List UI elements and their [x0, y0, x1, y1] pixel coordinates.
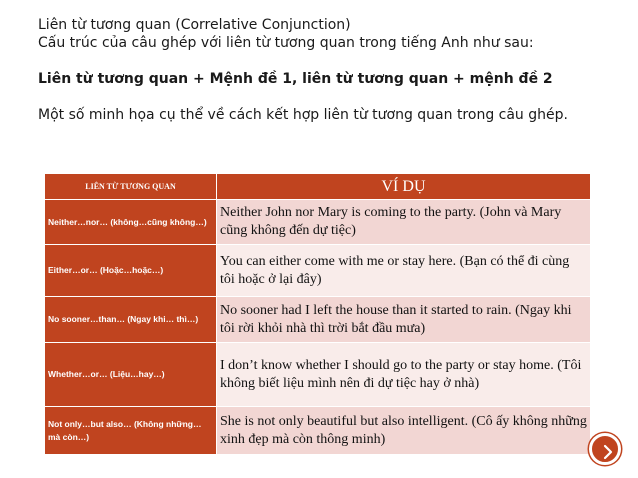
table-header-row	[45, 174, 591, 200]
chevron-right-icon	[599, 443, 617, 461]
table-row	[45, 200, 591, 245]
conjunction-cell: No sooner…than… (Ngay khi… thì…)	[45, 297, 217, 343]
structure-line: Cấu trúc của câu ghép với liên từ tương quan trong tiếng Anh như sau:	[38, 35, 534, 51]
example-cell: I don’t know whether I should go to the party or stay home. (Tôi không biết liệu mình nên đi dự tiệc hay ở nhà)	[217, 343, 591, 407]
conjunction-cell: Either…or… (Hoặc…hoặc…)	[45, 245, 217, 297]
example-cell: Neither John nor Mary is coming to the party. (John và Mary cũng không đến dự tiệc)	[217, 200, 591, 245]
conjunction-cell: Neither…nor… (không…cũng không…)	[45, 200, 217, 245]
example-cell: She is not only beautiful but also intelligent. (Cô ấy không những xinh đẹp mà còn thông minh)	[217, 407, 591, 455]
intro-text	[38, 16, 628, 124]
examples-line: Một số minh họa cụ thể về cách kết hợp liên từ tương quan trong câu ghép.	[38, 107, 568, 123]
table-row	[45, 245, 591, 297]
example-cell: You can either come with me or stay here. (Bạn có thể đi cùng tôi hoặc ở lại đây)	[217, 245, 591, 297]
heading-line: Liên từ tương quan (Correlative Conjunction)	[38, 17, 351, 33]
conjunction-cell: Whether…or… (Liệu…hay…)	[45, 343, 217, 407]
table-row	[45, 297, 591, 343]
table-row	[45, 407, 591, 455]
example-cell: No sooner had I left the house than it started to rain. (Ngay khi tôi rời khỏi nhà thì trời bắt đầu mưa)	[217, 297, 591, 343]
formula-line: Liên từ tương quan + Mệnh đề 1, liên từ tương quan + mệnh đề 2	[38, 71, 553, 87]
next-slide-button[interactable]	[589, 433, 621, 465]
table-row	[45, 343, 591, 407]
conjunction-cell: Not only…but also… (Không những…mà còn…)	[45, 407, 217, 455]
correlative-table	[44, 173, 591, 455]
header-conjunction: LIÊN TỪ TƯƠNG QUAN	[45, 174, 217, 200]
header-example: VÍ DỤ	[217, 174, 591, 200]
